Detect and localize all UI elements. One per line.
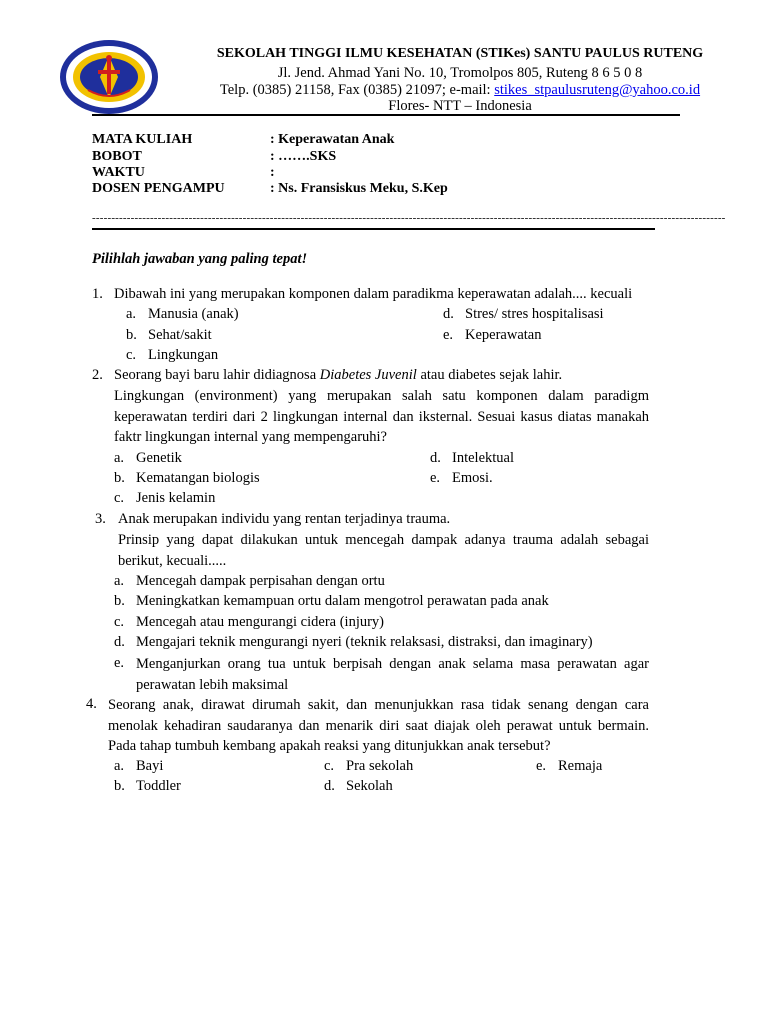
option-text: Menganjurkan orang tua untuk berpisah dengan anak selama masa perawatan agar perawatan lebih maksimal <box>136 656 649 693</box>
option-text: Mencegah atau mengurangi cidera (injury) <box>136 614 385 630</box>
contact-text: Telp. (0385) 21158, Fax (0385) 21097; e-mail: <box>219 82 495 98</box>
option-text: Mencegah dampak perpisahan dengan ortu <box>136 573 385 589</box>
info-value-weight: : …….SKS <box>270 149 337 164</box>
institution-name: SEKOLAH TINGGI ILMU KESEHATAN (STIKes) SANTU PAULUS RUTENG <box>216 46 704 61</box>
option-letter: c. <box>114 490 125 506</box>
option-text: Intelektual <box>452 450 515 466</box>
question-text: Dibawah ini yang merupakan komponen dalam paradikma keperawatan adalah.... kecuali <box>114 286 633 302</box>
option-letter: d. <box>430 450 441 466</box>
option-letter: e. <box>430 470 441 486</box>
option-letter: b. <box>114 593 125 609</box>
option-letter: d. <box>114 634 125 650</box>
option-letter: a. <box>114 573 125 589</box>
info-value-lecturer: : Ns. Fransiskus Meku, S.Kep <box>270 181 448 196</box>
option-letter: a. <box>114 758 125 774</box>
question-detail: Lingkungan (environment) yang merupakan salah satu komponen dalam paradigm keperawatan terdiri dari 2 lingkungan internal dan iksternal. Sesuai kasus diatas manakah faktr lingkungan internal yang mempengaruhi? <box>114 388 649 445</box>
question-number: 4. <box>86 696 97 712</box>
option-text: Genetik <box>136 450 182 466</box>
question-text: Anak merupakan individu yang rentan terjadinya trauma. <box>118 511 451 527</box>
option-text: Sekolah <box>346 778 393 794</box>
option-text: Stres/ stres hospitalisasi <box>465 306 604 322</box>
option-letter: b. <box>114 778 125 794</box>
question-number: 3. <box>95 511 106 527</box>
option-letter: c. <box>114 614 125 630</box>
option-text: Manusia (anak) <box>148 306 239 322</box>
option-letter: d. <box>443 306 454 322</box>
dashed-separator: -------------------------------------------------------------------------------------------------------------------------------------------------------------------- <box>92 212 726 224</box>
info-label-weight: BOBOT <box>92 149 142 164</box>
question-number: 1. <box>92 286 103 302</box>
instruction-text: Pilihlah jawaban yang paling tepat! <box>92 251 308 267</box>
option-text: Lingkungan <box>148 347 219 363</box>
option-letter: c. <box>126 347 137 363</box>
option-text: Pra sekolah <box>346 758 414 774</box>
option-text: Emosi. <box>452 470 493 486</box>
option-letter: e. <box>443 327 454 343</box>
institution-region: Flores- NTT – Indonesia <box>388 98 532 114</box>
question-text-end: atau diabetes sejak lahir. <box>416 367 563 383</box>
option-text: Toddler <box>136 778 181 794</box>
option-text: Jenis kelamin <box>136 490 216 506</box>
info-label-course: MATA KULIAH <box>92 132 193 147</box>
option-text: Remaja <box>558 758 603 774</box>
option-letter: a. <box>126 306 137 322</box>
option-text: Keperawatan <box>465 327 542 343</box>
option-letter: e. <box>536 758 547 774</box>
info-label-lecturer: DOSEN PENGAMPU <box>92 181 225 196</box>
option-text: Sehat/sakit <box>148 327 212 343</box>
option-letter: b. <box>114 470 125 486</box>
option-letter: e. <box>114 655 125 671</box>
info-value-time: : <box>270 165 275 180</box>
option-text: Meningkatkan kemampuan ortu dalam mengotrol perawatan pada anak <box>136 593 549 609</box>
institution-address: Jl. Jend. Ahmad Yani No. 10, Tromolpos 805, Ruteng 8 6 5 0 8 <box>277 65 643 81</box>
stikes-logo <box>58 38 160 116</box>
info-value-course: : Keperawatan Anak <box>270 132 395 147</box>
option-letter: c. <box>324 758 335 774</box>
option-letter: b. <box>126 327 137 343</box>
option-text: Kematangan biologis <box>136 470 260 486</box>
question-text <box>114 366 562 384</box>
option-text: Bayi <box>136 758 164 774</box>
question-detail: Prinsip yang dapat dilakukan untuk mencegah dampak adanya trauma adalah sebagai berikut, kecuali..... <box>118 532 649 569</box>
email-link[interactable]: stikes_stpaulusruteng@yahoo.co.id <box>494 82 701 98</box>
option-letter: a. <box>114 450 125 466</box>
header-rule <box>92 114 680 116</box>
question-text-start: Seorang bayi baru lahir didiagnosa <box>114 367 320 383</box>
option-letter: d. <box>324 778 335 794</box>
question-number: 2. <box>92 367 103 383</box>
separator-rule <box>92 228 655 230</box>
question-text-italic: Diabetes Juvenil <box>319 367 417 383</box>
question-text: Seorang anak, dirawat dirumah sakit, dan menunjukkan rasa tidak senang dengan cara menolak kehadiran saudaranya dan menarik diri saat diajak oleh perawat untuk bermain. Pada tahap tumbuh kembang apakah reaksi yang ditunjukkan anak tersebut? <box>108 697 649 754</box>
option-text: Mengajari teknik mengurangi nyeri (teknik relaksasi, distraksi, dan imaginary) <box>136 634 593 650</box>
info-label-time: WAKTU <box>92 165 145 180</box>
